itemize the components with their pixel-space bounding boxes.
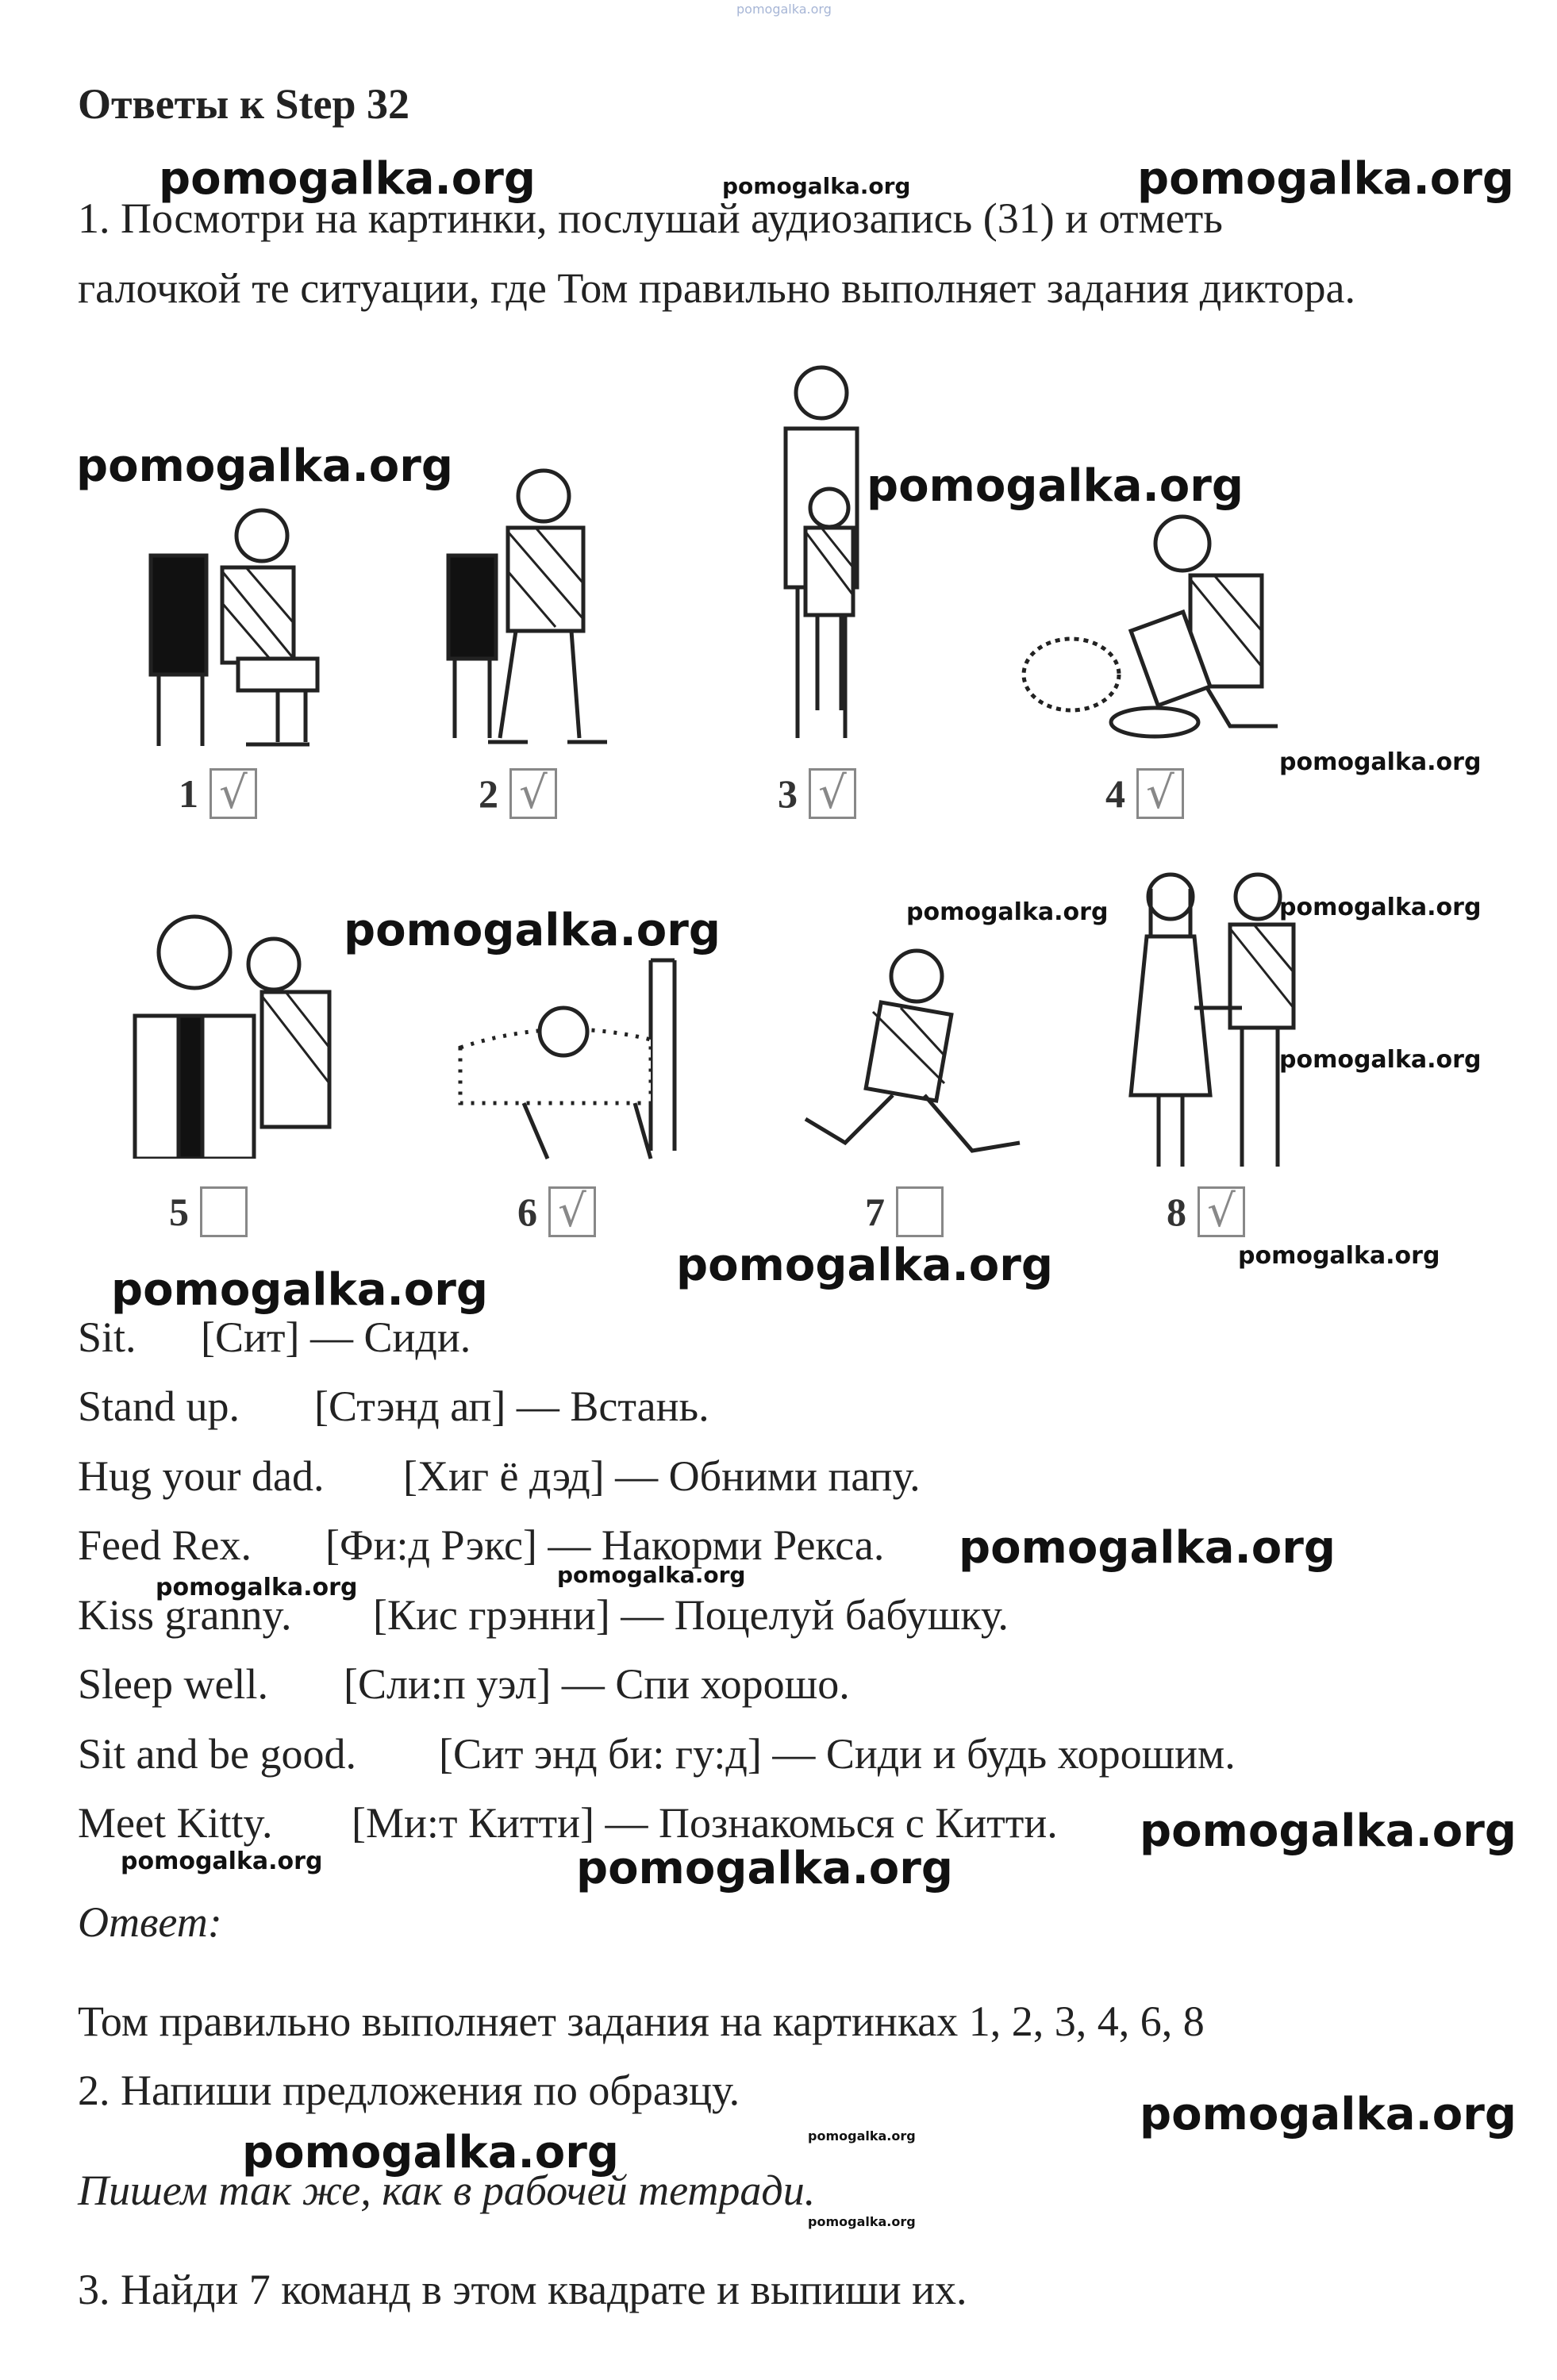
phrase-3-english: Hug your dad. xyxy=(78,1452,325,1500)
watermark: pomogalka.org xyxy=(121,1847,323,1875)
picture-1-checkbox[interactable] xyxy=(179,768,257,819)
phrase-4-english: Feed Rex. xyxy=(78,1521,252,1569)
picture-6-sleep xyxy=(444,944,682,1167)
watermark: pomogalka.org xyxy=(557,1562,746,1588)
top-watermark: pomogalka.org xyxy=(736,2,832,17)
picture-5-number: 5 xyxy=(169,1190,189,1234)
phrase-7-english: Sit and be good. xyxy=(78,1730,356,1778)
phrase-5-english: Kiss granny. xyxy=(78,1591,292,1639)
phrase-3 xyxy=(78,1452,921,1500)
picture-5-checkbox[interactable] xyxy=(169,1186,248,1237)
watermark: pomogalka.org xyxy=(242,2127,619,2178)
task1-line1: 1. Посмотри на картинки, послушай аудиозапись (31) и отметь xyxy=(78,194,1223,242)
watermark: pomogalka.org xyxy=(344,905,721,956)
task2-note: Пишем так же, как в рабочей тетради. xyxy=(78,2167,816,2214)
answer-text: Том правильно выполняет задания на картинках 1, 2, 3, 4, 6, 8 xyxy=(78,1997,1205,2045)
picture-7-run xyxy=(798,936,1036,1175)
phrase-1 xyxy=(78,1313,471,1361)
picture-1-check-icon: √ xyxy=(210,768,257,819)
picture-5-kiss-granny xyxy=(119,897,341,1159)
watermark: pomogalka.org xyxy=(1238,1242,1440,1270)
picture-7-check-icon xyxy=(896,1186,944,1237)
picture-2-stand xyxy=(440,452,623,754)
picture-3-number: 3 xyxy=(778,771,798,816)
phrase-6-translation: [Сли:п уэл] — Спи хорошо. xyxy=(344,1660,850,1708)
phrase-8-translation: [Ми:т Китти] — Познакомься с Китти. xyxy=(352,1799,1058,1847)
watermark: pomogalka.org xyxy=(808,2128,916,2144)
watermark: pomogalka.org xyxy=(1279,894,1482,921)
watermark: pomogalka.org xyxy=(1279,748,1482,776)
phrase-6-english: Sleep well. xyxy=(78,1660,268,1708)
picture-3-checkbox[interactable] xyxy=(778,768,856,819)
picture-5-check-icon xyxy=(200,1186,248,1237)
phrase-4-translation: [Фи:д Рэкс] — Накорми Рекса. xyxy=(325,1521,885,1569)
picture-8-check-icon: √ xyxy=(1198,1186,1245,1237)
watermark: pomogalka.org xyxy=(1137,153,1514,205)
page-title: Ответы к Step 32 xyxy=(78,80,409,128)
picture-2-check-icon: √ xyxy=(509,768,557,819)
phrase-4 xyxy=(78,1521,885,1569)
task1-line2: галочкой те ситуации, где Том правильно выполняет задания диктора. xyxy=(78,264,1356,312)
picture-1-sit xyxy=(143,492,325,754)
picture-4-check-icon: √ xyxy=(1136,768,1184,819)
picture-7-number: 7 xyxy=(865,1190,885,1234)
phrase-5-translation: [Кис грэнни] — Поцелуй бабушку. xyxy=(373,1591,1009,1639)
watermark: pomogalka.org xyxy=(1140,1805,1517,1857)
watermark: pomogalka.org xyxy=(576,1843,953,1894)
picture-8-checkbox[interactable] xyxy=(1167,1186,1245,1237)
watermark: pomogalka.org xyxy=(676,1240,1053,1291)
phrase-2-english: Stand up. xyxy=(78,1382,240,1430)
phrase-7 xyxy=(78,1730,1236,1778)
picture-6-number: 6 xyxy=(517,1190,537,1234)
watermark: pomogalka.org xyxy=(722,173,911,199)
task2-heading: 2. Напиши предложения по образцу. xyxy=(78,2067,740,2114)
phrase-1-translation: [Сит] — Сиди. xyxy=(201,1313,471,1361)
picture-2-checkbox[interactable] xyxy=(479,768,557,819)
watermark: pomogalka.org xyxy=(808,2214,916,2229)
watermark: pomogalka.org xyxy=(159,153,536,205)
answer-label: Ответ: xyxy=(78,1898,222,1946)
watermark: pomogalka.org xyxy=(906,898,1109,926)
picture-6-checkbox[interactable] xyxy=(517,1186,596,1237)
phrase-2-translation: [Стэнд ап] — Встань. xyxy=(314,1382,709,1430)
watermark: pomogalka.org xyxy=(1140,2089,1517,2140)
phrase-7-translation: [Сит энд би: гу:д] — Сиди и будь хорошим. xyxy=(439,1730,1236,1778)
phrase-8 xyxy=(78,1799,1058,1847)
picture-3-hug-dad xyxy=(762,357,889,754)
phrase-6 xyxy=(78,1660,850,1708)
watermark: pomogalka.org xyxy=(867,460,1244,512)
phrase-8-english: Meet Kitty. xyxy=(78,1799,273,1847)
phrase-2 xyxy=(78,1382,709,1430)
picture-4-number: 4 xyxy=(1105,771,1125,816)
watermark: pomogalka.org xyxy=(111,1264,488,1316)
picture-7-checkbox[interactable] xyxy=(865,1186,944,1237)
picture-4-feed-rex xyxy=(1016,508,1294,754)
picture-4-checkbox[interactable] xyxy=(1105,768,1184,819)
phrase-3-translation: [Хиг ё дэд] — Обними папу. xyxy=(403,1452,921,1500)
picture-8-number: 8 xyxy=(1167,1190,1186,1234)
phrase-1-english: Sit. xyxy=(78,1313,136,1361)
watermark: pomogalka.org xyxy=(156,1574,358,1601)
picture-3-check-icon: √ xyxy=(809,768,856,819)
picture-1-number: 1 xyxy=(179,771,198,816)
picture-6-check-icon: √ xyxy=(548,1186,596,1237)
watermark: pomogalka.org xyxy=(959,1522,1336,1574)
watermark: pomogalka.org xyxy=(1279,1046,1482,1074)
task3-heading: 3. Найди 7 команд в этом квадрате и выпиши их. xyxy=(78,2266,967,2313)
picture-2-number: 2 xyxy=(479,771,498,816)
watermark: pomogalka.org xyxy=(76,440,453,492)
